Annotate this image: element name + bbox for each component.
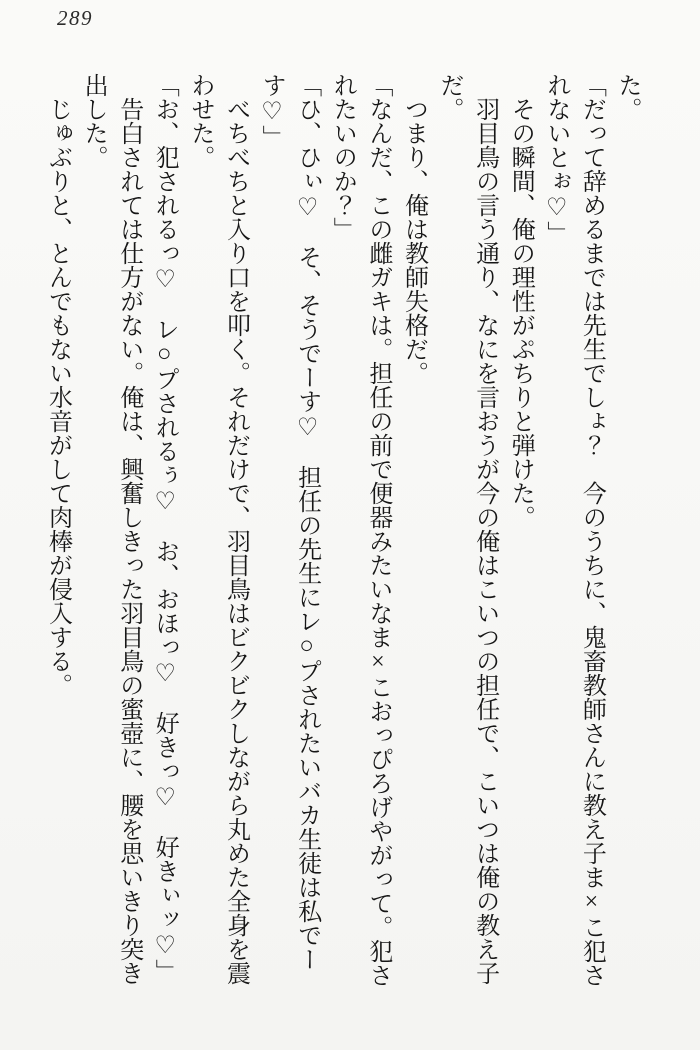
paragraph: 告白されては仕方がない。俺は、興奮しきった羽目鳥の蜜壺に、腰を思いきり突き出した。: [80, 73, 142, 985]
paragraph: 「なんだ、この雌ガキは。担任の前で便器みたいなま×こおっぴろげやがって。犯されたいのか？」: [329, 73, 391, 987]
paragraph: 「だって辞めるまでは先生でしょ？ 今のうちに、鬼畜教師さんに教え子ま×こ犯されないとぉ♡」: [542, 73, 605, 987]
paragraph: 「お、犯されるっ♡ レ○プされるぅ♡ お、おほっ♡ 好きっ♡ 好きぃッ♡」: [151, 73, 178, 983]
page-text: [39, 73, 644, 991]
paragraph: じゅぶりと、とんでもない水音がして肉棒が侵入する。: [44, 97, 71, 697]
paragraph: べちべちと入り口を叩く。それだけで、羽目鳥はビクビクしながら丸めた全身を震わせた。: [186, 73, 249, 985]
paragraph: 「ひ、ひぃ♡ そ、そうでーす♡ 担任の先生にレ○プされたいバカ生徒は私でーす♡」: [258, 73, 320, 971]
paragraph: つまり、俺は教師失格だ。: [400, 97, 427, 385]
page-number: 289: [57, 6, 93, 30]
paragraph: その瞬間、俺の理性がぷちりと弾けた。: [507, 97, 534, 529]
paragraph: 羽目鳥の言う通り、なにを言おうが今の俺はこいつの担任で、こいつは俺の教え子だ。: [436, 73, 498, 985]
paragraph: た。: [614, 73, 640, 121]
